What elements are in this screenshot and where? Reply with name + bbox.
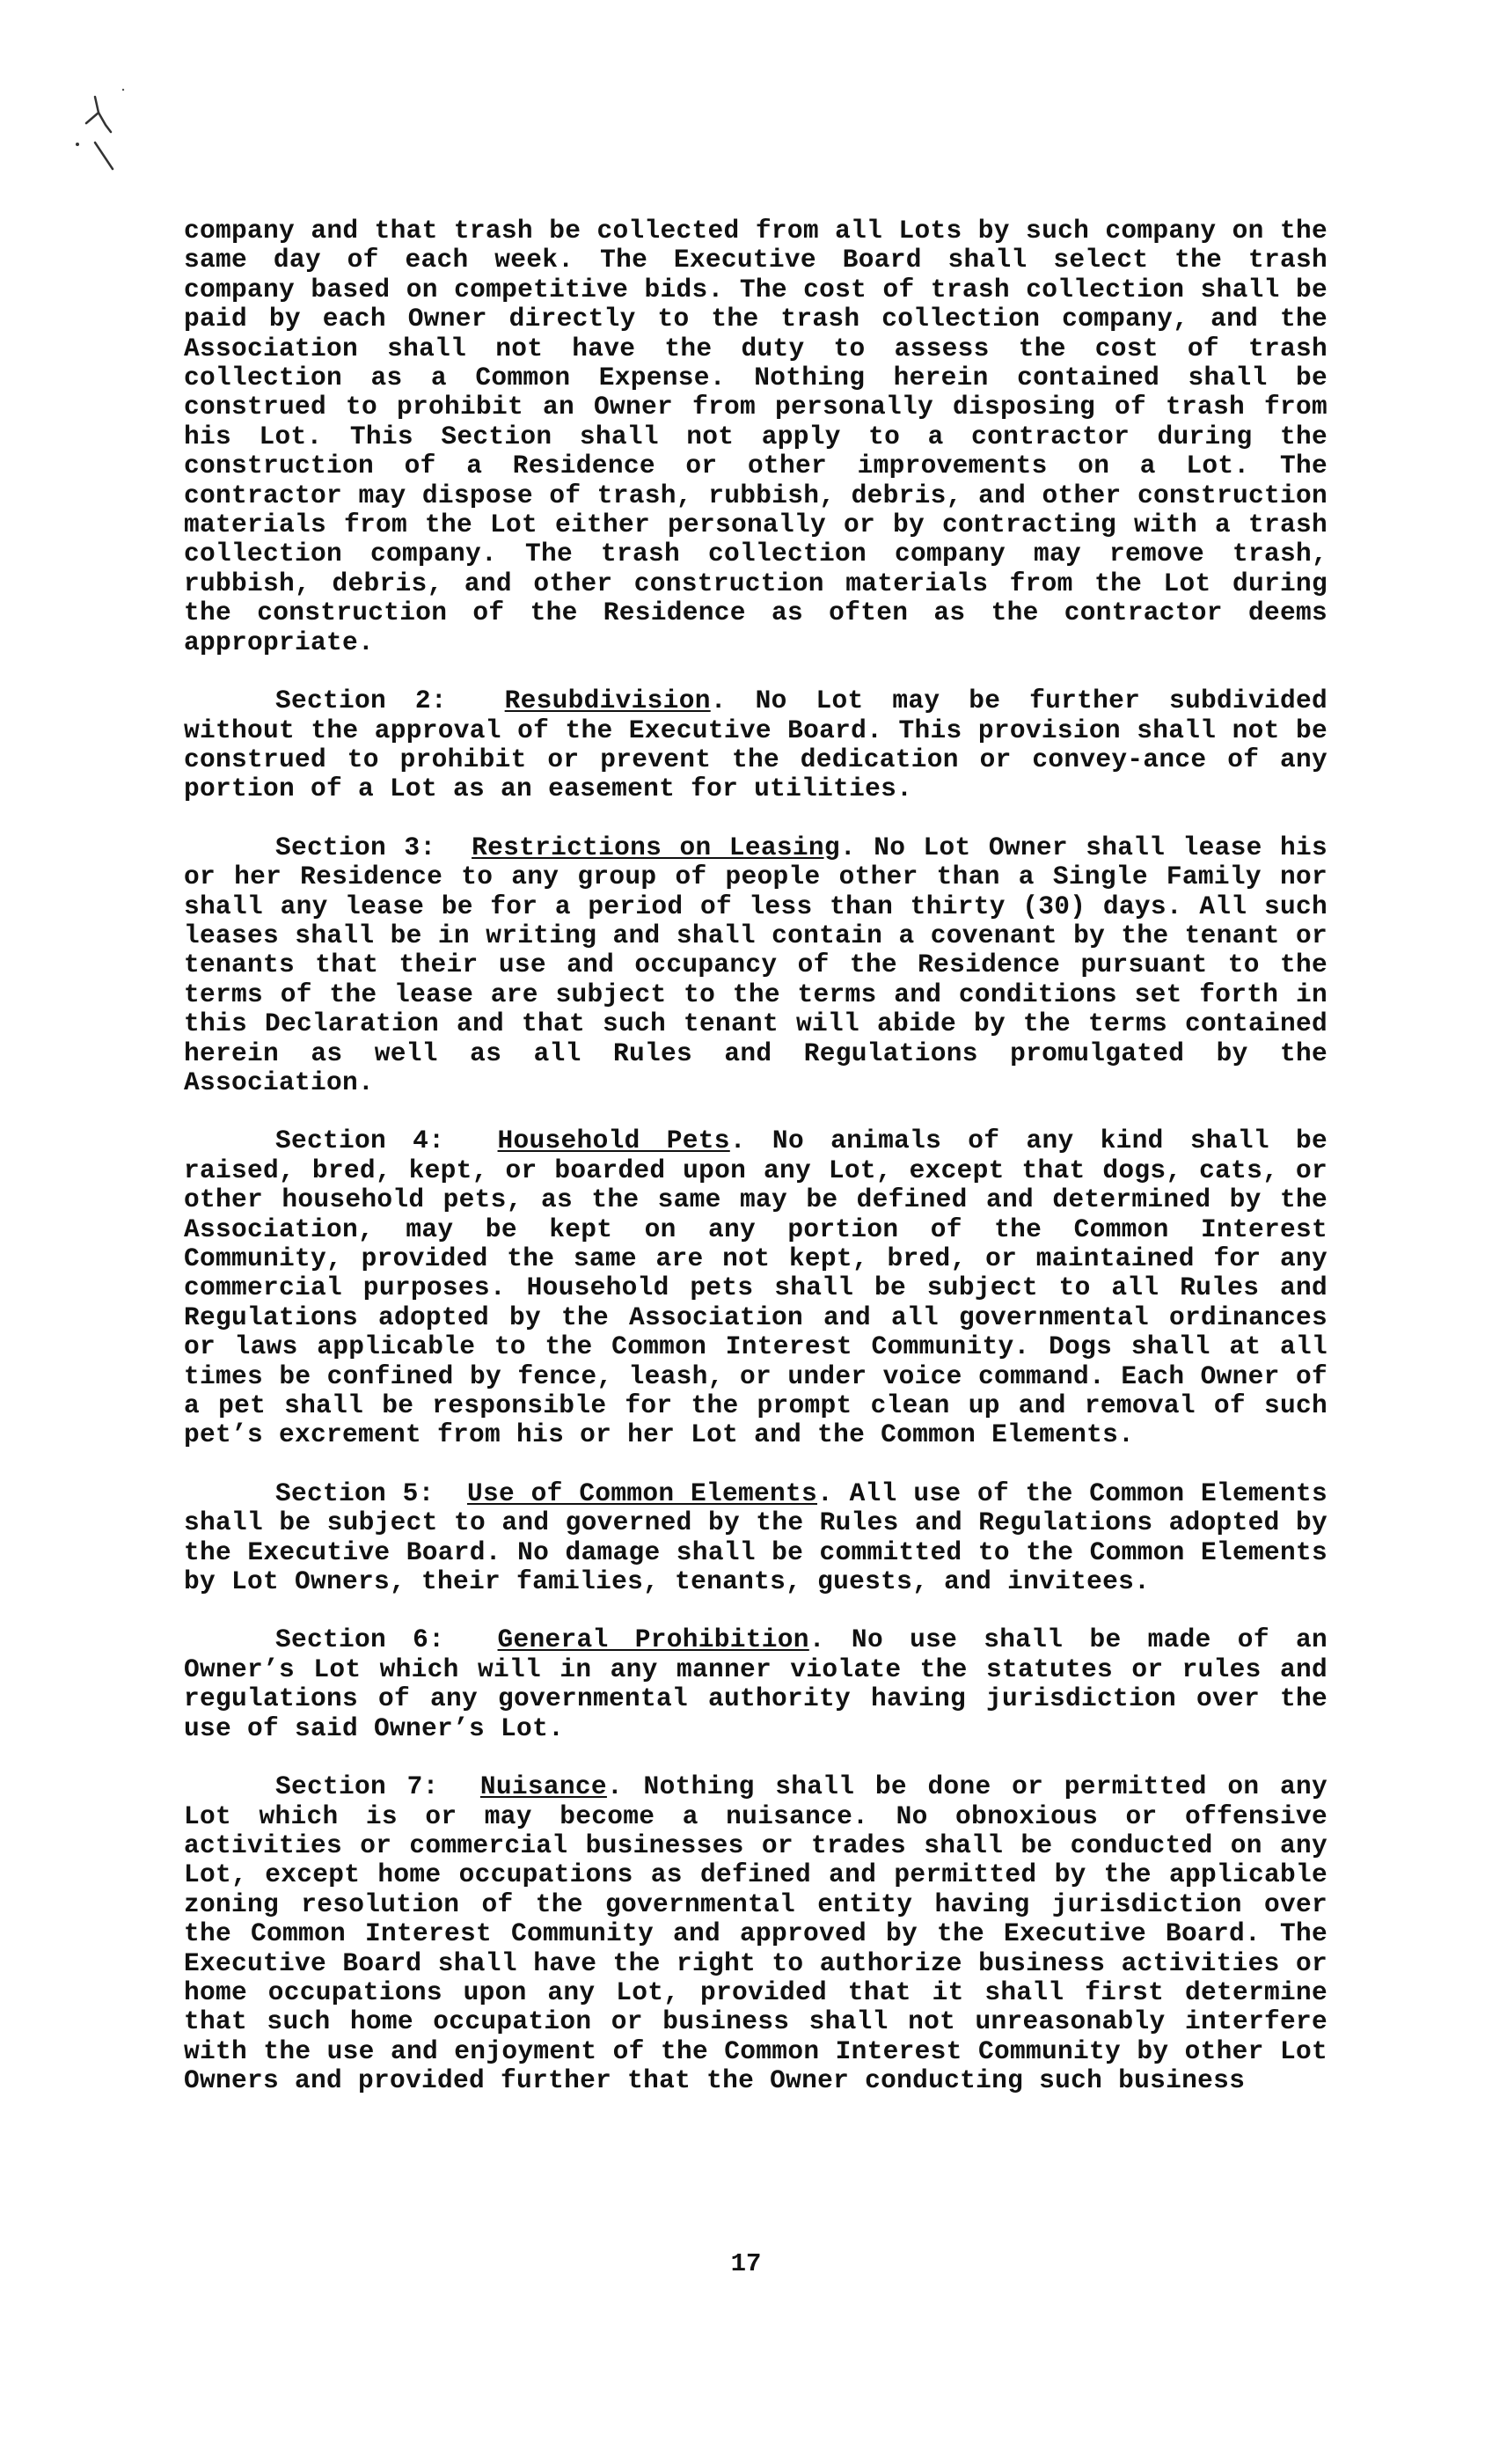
document-body (184, 216, 1327, 2125)
section-3-paragraph (184, 833, 1327, 1098)
section-5-paragraph (184, 1479, 1327, 1597)
section-title: Household Pets (497, 1126, 730, 1156)
section-4-paragraph (184, 1126, 1327, 1449)
continuation-paragraph: company and that trash be collected from all Lots by such company on the same day of each week. The Executive Board shall select the trash company based on competitive bids. The cost of trash collection shall be paid by each Owner directly to the trash collection company, and the Association shall not have the duty to assess the cost of trash collection as a Common Expense. Nothing herein contained shall be construed to prohibit an Owner from personally disposing of trash from his Lot. This Section shall not apply to a contractor during the construction of a Residence or other improvements on a Lot. The contractor may dispose of trash, rubbish, debris, and other construction materials from the Lot either personally or by contracting with a trash collection company. The trash collection company may remove trash, rubbish, debris, and other construction materials from the Lot during the construction of the Residence as often as the contractor deems appropriate. (184, 216, 1327, 657)
section-label: Section 4: (275, 1126, 445, 1156)
section-body: . All use of the Common Elements shall be subject to and governed by the Rules and Regulations adopted by the Executive Board. No damage shall be committed to the Common Elements by Lot Owners, their families, tenants, guests, and invitees. (184, 1478, 1327, 1597)
section-body: . No animals of any kind shall be raised, bred, kept, or boarded upon any Lot, except that dogs, cats, or other household pets, as the same may be defined and determined by the Association, may be kept on any portion of the Common Interest Community, provided the same are not kept, bred, or maintained for any commercial purposes. Household pets shall be subject to all Rules and Regulations adopted by the Association and all governmental ordinances or laws applicable to the Common Interest Community. Dogs shall at all times be confined by fence, leash, or under voice command. Each Owner of a pet shall be responsible for the prompt clean up and removal of such pet’s excrement from his or her Lot and the Common Elements. (184, 1126, 1328, 1450)
section-label: Section 3: (275, 832, 436, 862)
section-label: Section 5: (275, 1478, 435, 1508)
section-label: Section 2: (275, 686, 447, 716)
section-body: . No use shall be made of an Owner’s Lot which will in any manner violate the statutes or rules and regulations of any governmental authority having jurisdiction over the use of said Owner’s Lot. (184, 1624, 1327, 1743)
section-title: Resubdivision (504, 686, 711, 716)
section-title: Nuisance (479, 1771, 607, 1802)
handwritten-mark (44, 70, 150, 202)
section-body: . No Lot Owner shall lease his or her Residence to any group of people other than a Single Family nor shall any lease be for a period of less than thirty (30) days. All such leases shall be in writing and shall contain a covenant by the tenant or tenants that their use and occupancy of the Residence pursuant to the terms of the lease are subject to the terms and conditions set forth in this Declaration and that such tenant will abide by the terms contained herein as well as all Rules and Regulations promulgated by the Association. (184, 832, 1327, 1097)
section-title: Use of Common Elements (467, 1478, 818, 1508)
section-2-paragraph (184, 686, 1327, 804)
section-7-paragraph (184, 1772, 1327, 2095)
section-label: Section 6: (275, 1624, 445, 1655)
section-title: General Prohibition (497, 1624, 809, 1655)
section-6-paragraph (184, 1625, 1327, 1743)
section-label: Section 7: (275, 1771, 439, 1802)
page-number: 17 (730, 2249, 762, 2278)
section-body: . Nothing shall be done or permitted on any Lot which is or may become a nuisance. No obnoxious or offensive activities or commercial businesses or trades shall be conducted on any Lot, except home occupations as defined and permitted by the applicable zoning resolution of the governmental entity having jurisdiction over the Common Interest Community and approved by the Executive Board. The Executive Board shall have the right to authorize business activities or home occupations upon any Lot, provided that it shall first determine that such home occupation or business shall not unreasonably interfere with the use and enjoyment of the Common Interest Community by other Lot Owners and provided further that the Owner conducting such business (184, 1771, 1328, 2096)
section-title: Restrictions on Leasing (472, 832, 840, 862)
section-body: . No Lot may be further subdivided without the approval of the Executive Board. This provision shall not be construed to prohibit or prevent the dedication or convey-ance of any portion of a Lot as an easement for utilities. (184, 686, 1327, 804)
